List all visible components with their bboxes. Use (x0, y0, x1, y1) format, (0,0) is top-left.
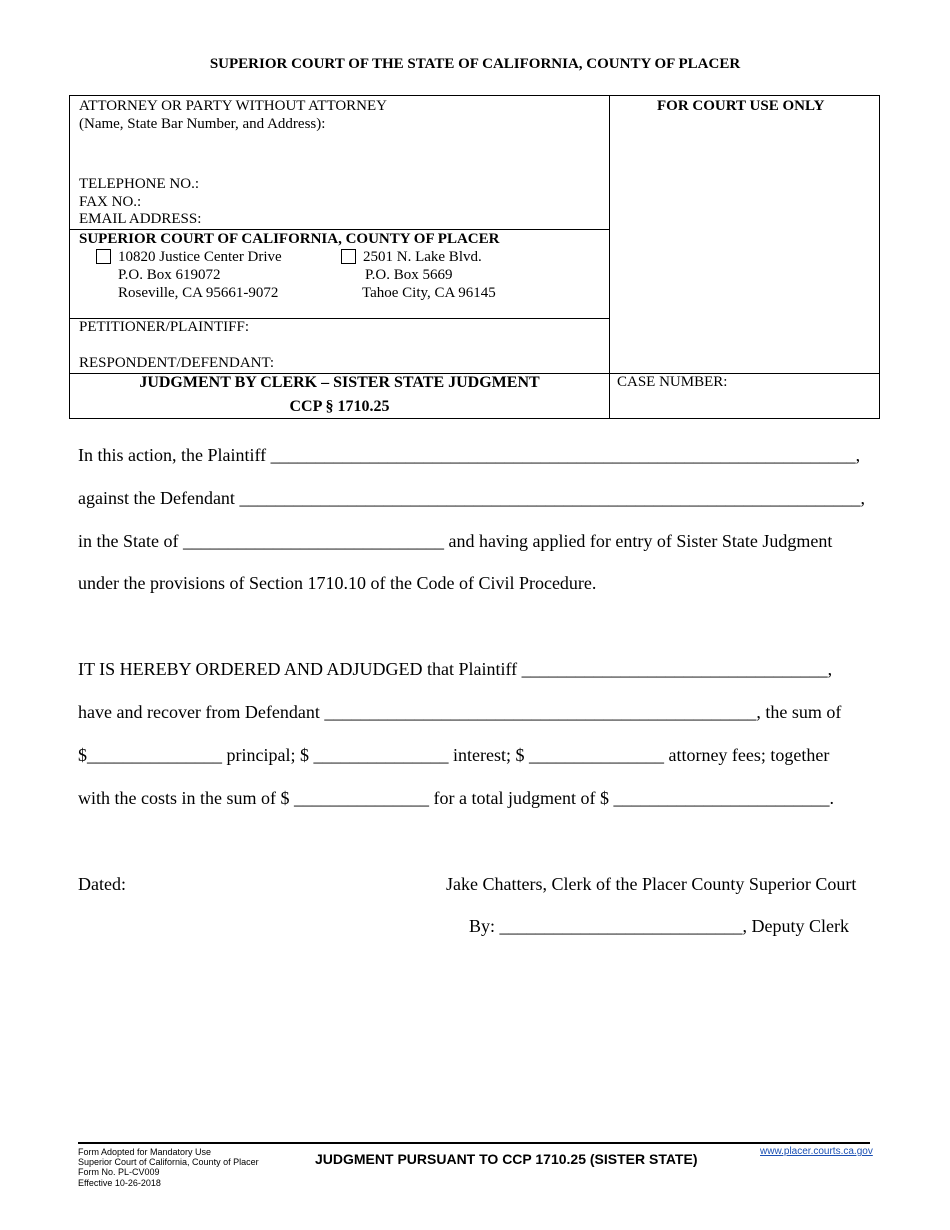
fax-label: FAX NO.: (79, 194, 142, 210)
ordered-line: IT IS HEREBY ORDERED AND ADJUDGED that Plaintiff __________________________________, (78, 659, 833, 679)
clerk-name: Jake Chatters, Clerk of the Placer County Superior Court (446, 874, 857, 894)
deputy-clerk-line: By: ___________________________, Deputy Clerk (469, 916, 849, 936)
court-website-link[interactable]: www.placer.courts.ca.gov (760, 1146, 873, 1157)
form-subtitle: CCP § 1710.25 (289, 398, 390, 415)
caption-box (69, 95, 880, 419)
location-roseville-po: P.O. Box 619072 (118, 267, 221, 283)
recover-line: have and recover from Defendant ________________________________________________, the sum of (78, 702, 842, 722)
dated-label: Dated: (78, 874, 126, 894)
location-tahoe-city: Tahoe City, CA 96145 (362, 285, 496, 301)
provisions-line: under the provisions of Section 1710.10 of the Code of Civil Procedure. (78, 573, 597, 593)
state-line: in the State of _____________________________ and having applied for entry of Sister State Judgment (78, 531, 833, 551)
location-tahoe-po: P.O. Box 5669 (365, 267, 453, 283)
email-label: EMAIL ADDRESS: (79, 211, 202, 227)
total-line: with the costs in the sum of $ _______________ for a total judgment of $ ________________________. (78, 788, 834, 808)
amounts-line: $_______________ principal; $ _______________ interest; $ _______________ attorney fees; together (78, 745, 830, 765)
case-number-label: CASE NUMBER: (617, 374, 728, 390)
attorney-sublabel: (Name, State Bar Number, and Address): (79, 116, 326, 132)
court-use-label: FOR COURT USE ONLY (657, 98, 825, 114)
telephone-label: TELEPHONE NO.: (79, 176, 199, 192)
footer-title: JUDGMENT PURSUANT TO CCP 1710.25 (SISTER STATE) (315, 1151, 698, 1167)
location-tahoe-checkbox[interactable] (341, 249, 356, 264)
respondent-label: RESPONDENT/DEFENDANT: (79, 355, 275, 371)
court-name: SUPERIOR COURT OF CALIFORNIA, COUNTY OF PLACER (79, 231, 500, 247)
defendant-line: against the Defendant _____________________________________________________________________, (78, 488, 865, 508)
location-roseville-checkbox[interactable] (96, 249, 111, 264)
court-header: SUPERIOR COURT OF THE STATE OF CALIFORNIA, COUNTY OF PLACER (209, 56, 741, 72)
location-tahoe-street: 2501 N. Lake Blvd. (363, 249, 482, 265)
petitioner-label: PETITIONER/PLAINTIFF: (79, 319, 249, 335)
footer-form-number: Form No. PL-CV009 (78, 1167, 160, 1177)
attorney-label: ATTORNEY OR PARTY WITHOUT ATTORNEY (79, 98, 388, 114)
plaintiff-line: In this action, the Plaintiff _________________________________________________________________, (78, 445, 861, 465)
footer-adopted: Form Adopted for Mandatory Use (78, 1147, 212, 1157)
form-title: JUDGMENT BY CLERK – SISTER STATE JUDGMENT (139, 374, 540, 391)
location-roseville-street: 10820 Justice Center Drive (118, 249, 282, 265)
footer-rule (78, 1142, 870, 1144)
footer-effective: Effective 10-26-2018 (78, 1178, 161, 1188)
caption-vertical-divider (609, 96, 610, 418)
location-roseville-city: Roseville, CA 95661-9072 (118, 285, 279, 301)
footer-court: Superior Court of California, County of Placer (78, 1157, 259, 1167)
